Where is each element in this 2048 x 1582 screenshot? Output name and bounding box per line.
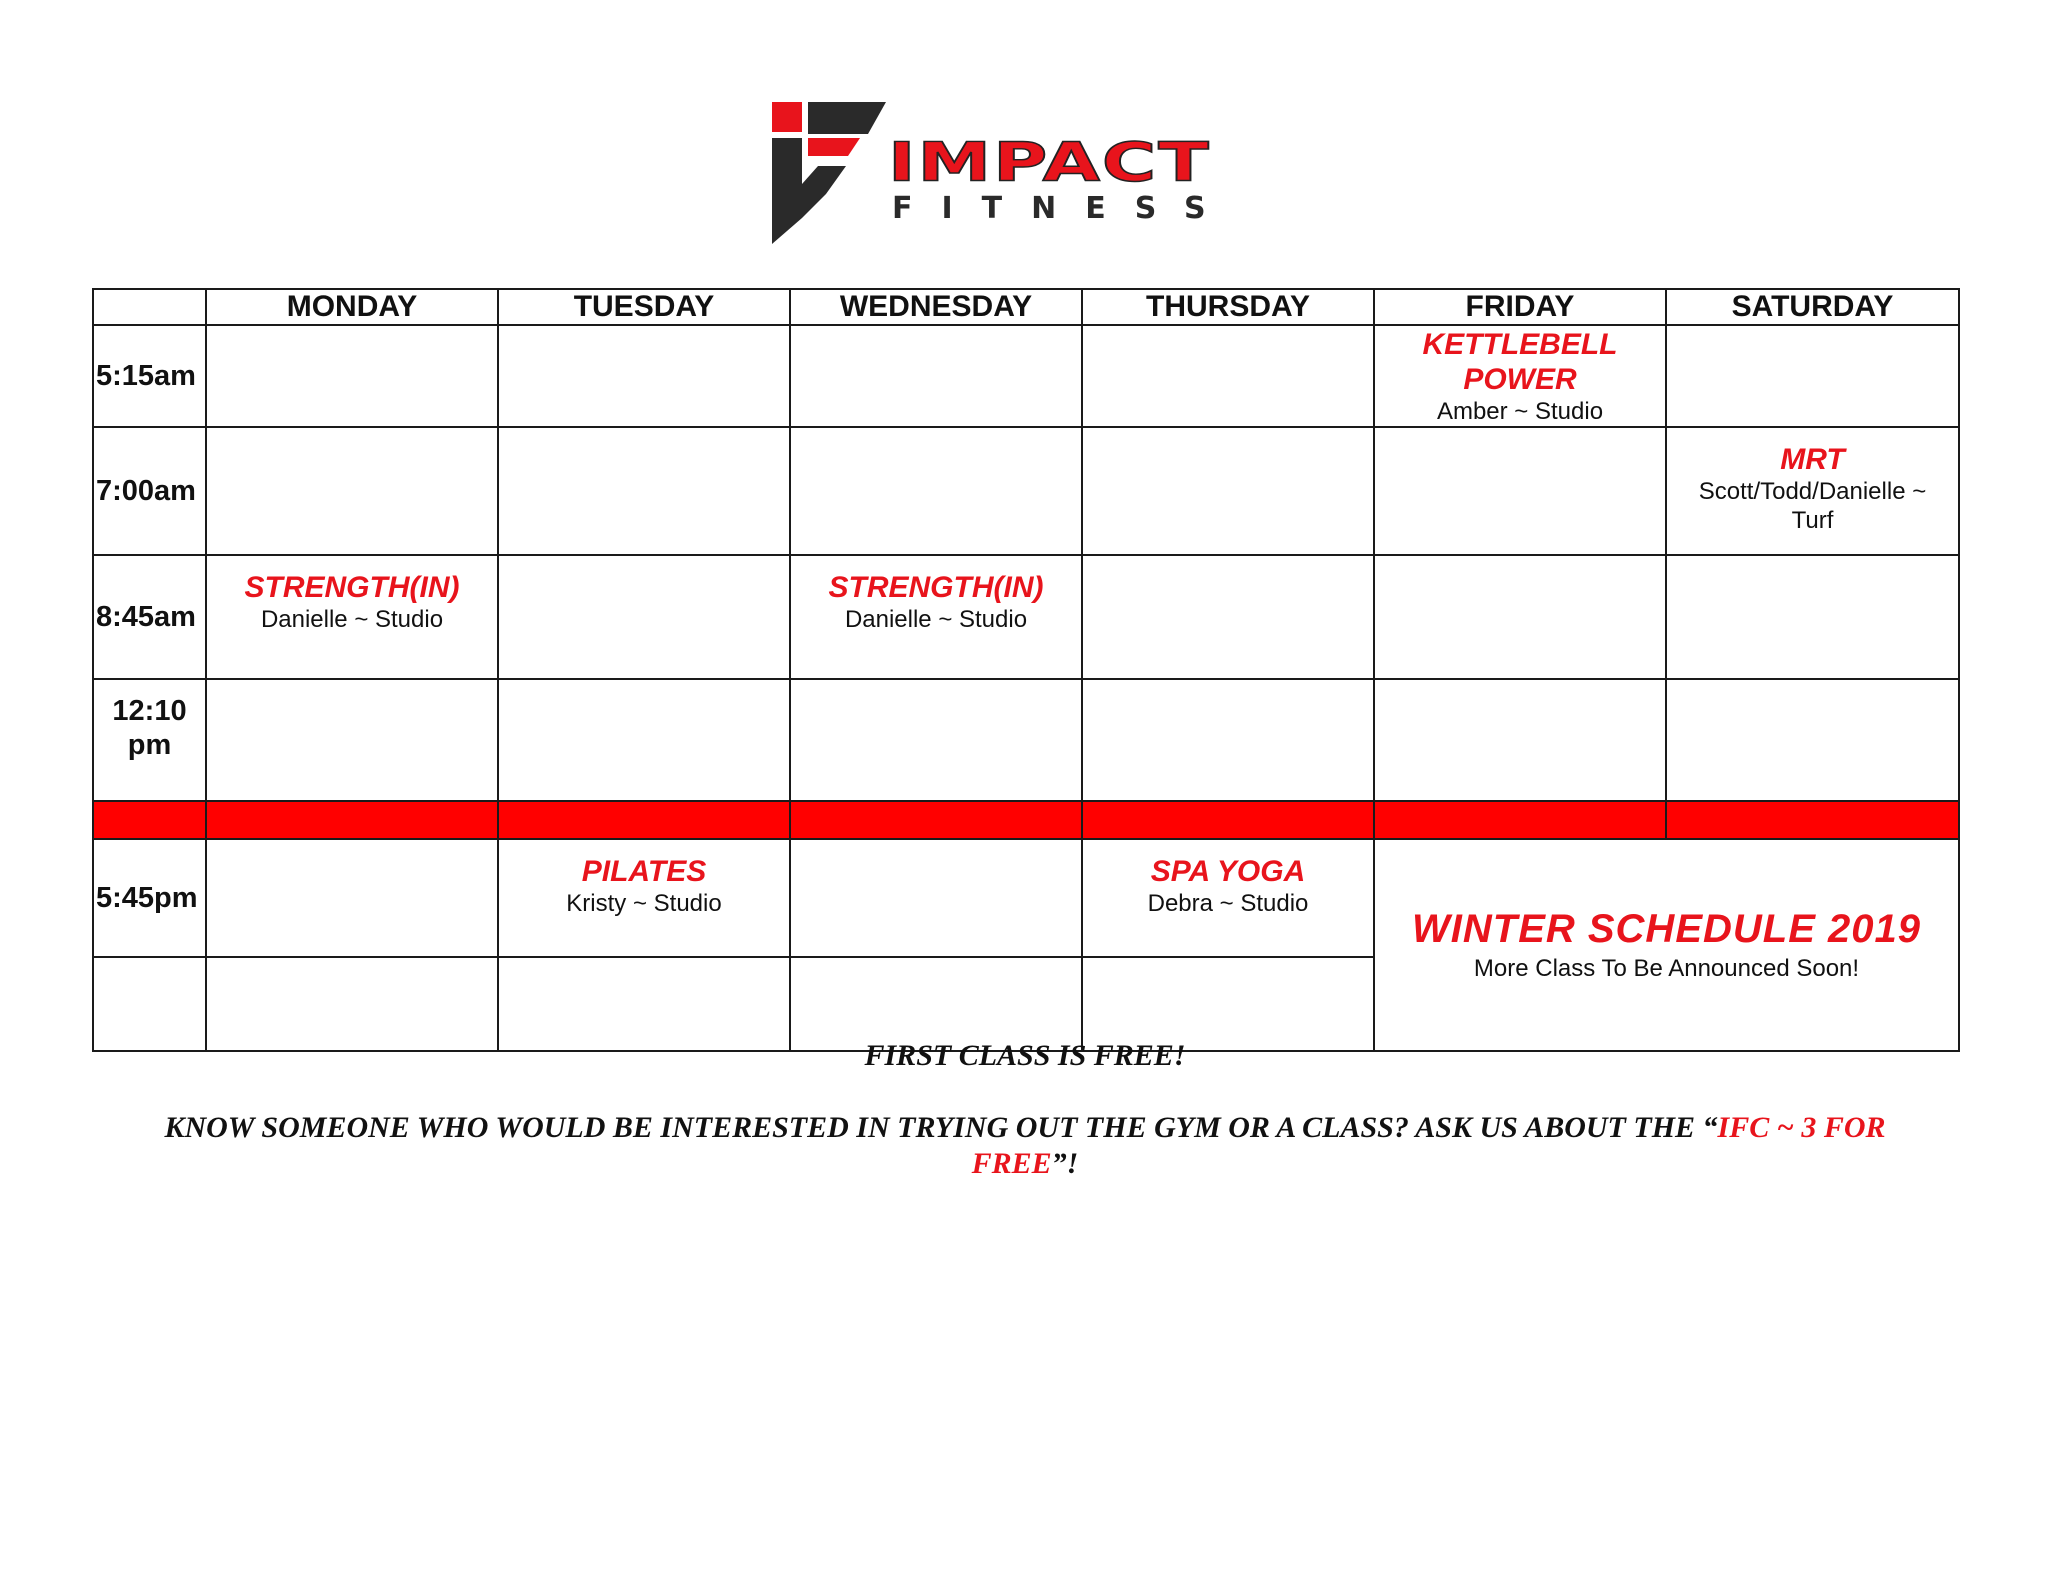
schedule-cell [498, 555, 790, 679]
time-label: 7:00am [93, 427, 206, 555]
logo-wordmark: IMPACT [888, 131, 1211, 194]
schedule-cell [498, 679, 790, 801]
divider-row [93, 801, 1959, 839]
divider-cell [1374, 801, 1666, 839]
impact-fitness-logo [768, 98, 1288, 248]
corner-cell [93, 289, 206, 325]
time-label: 8:45am [93, 555, 206, 679]
day-header-monday: MONDAY [206, 289, 498, 325]
schedule-cell [498, 957, 790, 1051]
class-cell-strength-in-wednesday [790, 555, 1082, 679]
class-name: KETTLEBELL [1422, 327, 1618, 361]
class-cell-kettlebell-power [1374, 325, 1666, 427]
divider-cell [1082, 801, 1374, 839]
time-row-515am [93, 325, 1959, 427]
time-label: 5:45pm [93, 839, 206, 957]
schedule-cell [790, 325, 1082, 427]
schedule-cell [1082, 427, 1374, 555]
referral-text-part1: KNOW SOMEONE WHO WOULD BE INTERESTED IN TRYING OUT THE GYM OR A CLASS? ASK US ABOUT THE “ [164, 1111, 1718, 1144]
schedule-cell [498, 325, 790, 427]
schedule-cell [1082, 957, 1374, 1051]
class-name: STRENGTH(IN) [828, 571, 1044, 604]
referral-promo-text [110, 1110, 1940, 1182]
first-class-free-text: FIRST CLASS IS FREE! [864, 1039, 1186, 1072]
winter-schedule-subtitle: More Class To Be Announced Soon! [1473, 955, 1860, 982]
time-row-700am [93, 427, 1959, 555]
divider-cell [206, 801, 498, 839]
time-label-hour: 12:10 [112, 695, 187, 727]
schedule-cell [1374, 427, 1666, 555]
class-name: PILATES [581, 855, 707, 888]
class-instructor: Kristy ~ Studio [566, 890, 722, 917]
class-cell-spa-yoga [1082, 839, 1374, 957]
schedule-cell [1666, 555, 1959, 679]
day-header-saturday: SATURDAY [1666, 289, 1959, 325]
referral-text-part2: ”! [1051, 1147, 1079, 1180]
time-row-545pm [93, 839, 1959, 957]
schedule-cell [1374, 679, 1666, 801]
class-schedule-table [92, 288, 1960, 1052]
schedule-cell [498, 427, 790, 555]
schedule-cell [1082, 679, 1374, 801]
logo-mark-icon [768, 98, 898, 248]
schedule-cell [790, 427, 1082, 555]
time-label [93, 679, 206, 801]
class-name: SPA YOGA [1150, 855, 1306, 888]
schedule-cell [1082, 325, 1374, 427]
divider-cell [93, 801, 206, 839]
class-instructor: Danielle ~ Studio [260, 606, 444, 633]
class-instructor: Scott/Todd/Danielle ~ [1698, 478, 1927, 505]
class-name: POWER [1463, 362, 1577, 396]
ifc-3-for-free-highlight: IFC ~ 3 FOR FREE [971, 1111, 1886, 1180]
time-label: 5:15am [93, 325, 206, 427]
schedule-cell [790, 957, 1082, 1051]
time-row-845am [93, 555, 1959, 679]
class-instructor: Debra ~ Studio [1147, 890, 1309, 917]
class-cell-strength-in-monday [206, 555, 498, 679]
schedule-cell [206, 679, 498, 801]
winter-schedule-banner [1374, 839, 1959, 1051]
day-header-thursday: THURSDAY [1082, 289, 1374, 325]
schedule-cell [206, 427, 498, 555]
divider-cell [1666, 801, 1959, 839]
header-row [93, 289, 1959, 325]
day-header-wednesday: WEDNESDAY [790, 289, 1082, 325]
schedule-cell [1374, 555, 1666, 679]
day-header-tuesday: TUESDAY [498, 289, 790, 325]
schedule-cell [1082, 555, 1374, 679]
divider-cell [498, 801, 790, 839]
schedule-cell [1666, 679, 1959, 801]
class-instructor: Danielle ~ Studio [844, 606, 1028, 633]
class-instructor: Amber ~ Studio [1436, 397, 1604, 425]
class-cell-pilates [498, 839, 790, 957]
class-name: MRT [1780, 443, 1845, 476]
class-name: STRENGTH(IN) [244, 571, 460, 604]
winter-schedule-title: WINTER SCHEDULE 2019 [1412, 907, 1921, 951]
schedule-cell [790, 679, 1082, 801]
schedule-cell [206, 957, 498, 1051]
day-header-friday: FRIDAY [1374, 289, 1666, 325]
divider-cell [790, 801, 1082, 839]
time-row-1210pm [93, 679, 1959, 801]
schedule-cell [93, 957, 206, 1051]
class-cell-mrt [1666, 427, 1959, 555]
schedule-cell [1666, 325, 1959, 427]
class-instructor: Turf [1791, 507, 1834, 534]
schedule-cell [790, 839, 1082, 957]
schedule-cell [206, 325, 498, 427]
logo-subtitle: FITNESS [892, 191, 1235, 226]
time-label-ampm: pm [127, 729, 172, 761]
schedule-cell [206, 839, 498, 957]
